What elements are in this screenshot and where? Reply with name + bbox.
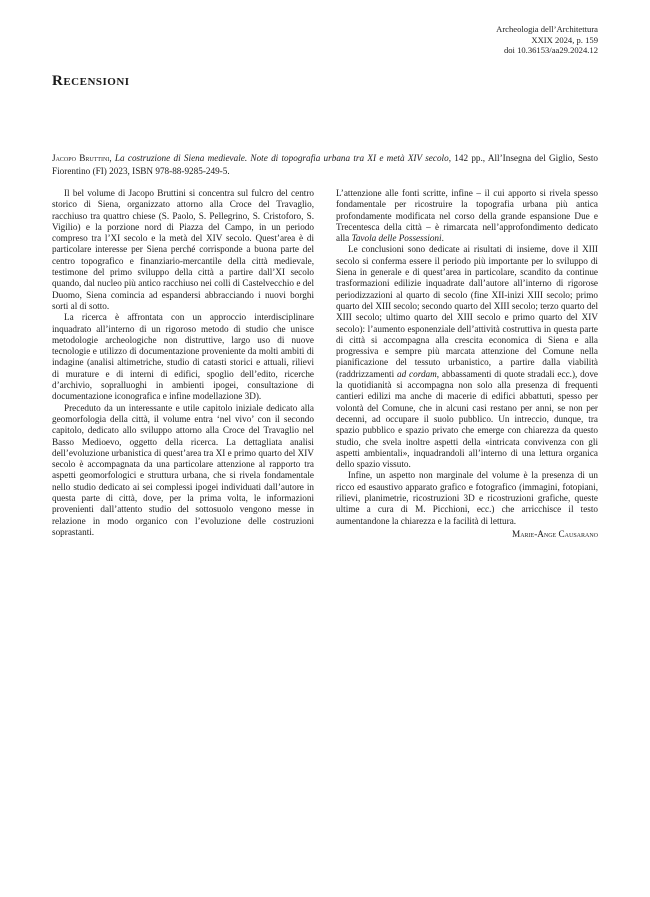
- citation-separator: ,: [109, 153, 115, 163]
- citation-author: Jacopo Bruttini: [52, 153, 110, 163]
- italic-title: Tavola delle Possessioni: [351, 233, 442, 244]
- paragraph: Il bel volume di Jacopo Bruttini si concentra sul fulcro del centro storico di Siena, organizzato attorno alla Croce del Travaglio, racchiuso tra quattro chiese (S. Paolo, S. Pellegrino, S. Cristoforo, S. Vigilio) e la porzione nord di Piazza del Campo, in un periodo compreso tra l’XI secolo e la metà del XIV secolo. Quest’area è di particolare interesse per Siena perché corrisponde a buona parte del centro topografico e finanziario-mercantile della città medievale, testimone del primo sviluppo della città a partire dall’XI secolo quando, dal nucleo più antico racchiuso nei colli di Castelvecchio e del Duomo, Siena comincia ad espandersi abbracciando i nuovi borghi sorti al di sotto.: [52, 188, 314, 311]
- journal-name: Archeologia dell’Architettura: [496, 24, 598, 34]
- citation-title: La costruzione di Siena medievale. Note di topografia urbana tra XI e metà XIV secolo: [114, 153, 449, 163]
- book-citation: [52, 152, 598, 178]
- text-span: Le conclusioni sono dedicate ai risultati di insieme, dove il XIII secolo si conferma essere il periodo più importante per lo sviluppo di Siena in generale e di quest’area in particolare, scandito da continue trasformazioni edilizie inquadrate dall’autore all’interno di rigorose periodizzazioni al quarto di secolo (fine XII-inizi XIII secolo; primo quarto del XIII secolo; secondo quarto del XIII secolo; terzo quarto del XIII secolo; ultimo quarto del XIII secolo e primo quarto del XIV secolo): l’aumento esponenziale dell’attività costruttiva in questa parte di città si accompagna alla crescita economica di Siena e alla progressiva e sempre più marcata attenzione del Comune nella pianificazione del tessuto urbanistico, a partire dalla viabilità (raddrizzamenti: [336, 244, 598, 379]
- paragraph: [336, 188, 598, 244]
- journal-header: [496, 24, 598, 56]
- left-column: [52, 188, 314, 540]
- journal-volume: XXIX 2024, p. 159: [531, 34, 598, 45]
- paragraph: [336, 244, 598, 470]
- section-title: Recensioni: [52, 73, 130, 89]
- italic-term: ad cordam: [397, 368, 437, 379]
- reviewer-signature: Marie-Ange Causarano: [512, 528, 598, 539]
- text-span: , abbassamenti di quote stradali ecc.), dove la quotidianità si accompagna non solo alla presenza di frequenti cantieri edilizi ma anche di macerie di edifici abbattuti, spesso per volontà del Comune, che in alcuni casi restano per anni, se non per decenni, ad occupare il suolo pubblico. Un intreccio, dunque, tra spazio pubblico e spazio privato che emerge con chiarezza da questo studio, che svela inoltre aspetti della «intricata convivenza con gli aspetti ambientali», inquadrandoli all’interno di una lettura organica dello spazio vissuto.: [336, 368, 599, 470]
- paragraph: Preceduto da un interessante e utile capitolo iniziale dedicato alla geomorfologia della città, il volume entra ‘nel vivo’ con il secondo capitolo, dedicato allo sviluppo attorno alla Croce del Travaglio nel Basso Medioevo, oggetto della ricerca. La dettagliata analisi dell’evoluzione urbanistica di quest’area tra XI e primo quarto del XIV secolo è accompagnata da una particolare attenzione al rapporto tra aspetti geomorfologici e struttura urbana, che si rivela fondamentale nello studio dedicato ai sei complessi ipogei individuati dall’autore in questa parte di città, dove, per la prima volta, le informazioni provenienti dall’attento studio del sottosuolo vengono messe in relazione in modo organico con l’evoluzione delle costruzioni soprastanti.: [52, 402, 314, 537]
- paragraph: Infine, un aspetto non marginale del volume è la presenza di un ricco ed esaustivo apparato grafico e fotografico (immagini, fotopiani, rilievi, planimetrie, ricostruzioni 3D e ricostruzioni grafiche, queste ultime a cura di M. Picchioni, ecc.) che arricchisce il testo aumentandone la chiarezza e la facilità di lettura.: [336, 470, 598, 526]
- right-column: [336, 188, 598, 540]
- paragraph: La ricerca è affrontata con un approccio interdisciplinare inquadrato all’interno di un rigoroso metodo di studio che unisce metodologie archeologiche non distruttive, largo uso di nuove tecnologie e utilizzo di documentazione proveniente da molti ambiti di indagine (analisi altimetriche, studio di catasti storici e attuali, rilievi di murature e di interni di edifici, spoglio dell’edito, ricerche d’archivio, sopralluoghi in ambienti ipogei, consultazione di documentazione iconografica e infine modellazione 3D).: [52, 312, 314, 402]
- text-span: L’attenzione alle fonti scritte, infine – il cui apporto si rivela spesso fondamentale per ricostruire la topografia urbana più antica profondamente modificata nel corso della grande espansione Due e Trecentesca della città – è rimarcata nell’approfondimento dedicato alla: [336, 188, 598, 244]
- journal-doi: doi 10.36153/aa29.2024.12: [503, 45, 598, 56]
- citation-details: , 142 pp., All’Insegna del Giglio, Sesto Fiorentino (FI) 2023, ISBN 978-88-9285-249-5.: [52, 153, 598, 176]
- text-span: .: [441, 233, 444, 244]
- review-body: [52, 188, 598, 540]
